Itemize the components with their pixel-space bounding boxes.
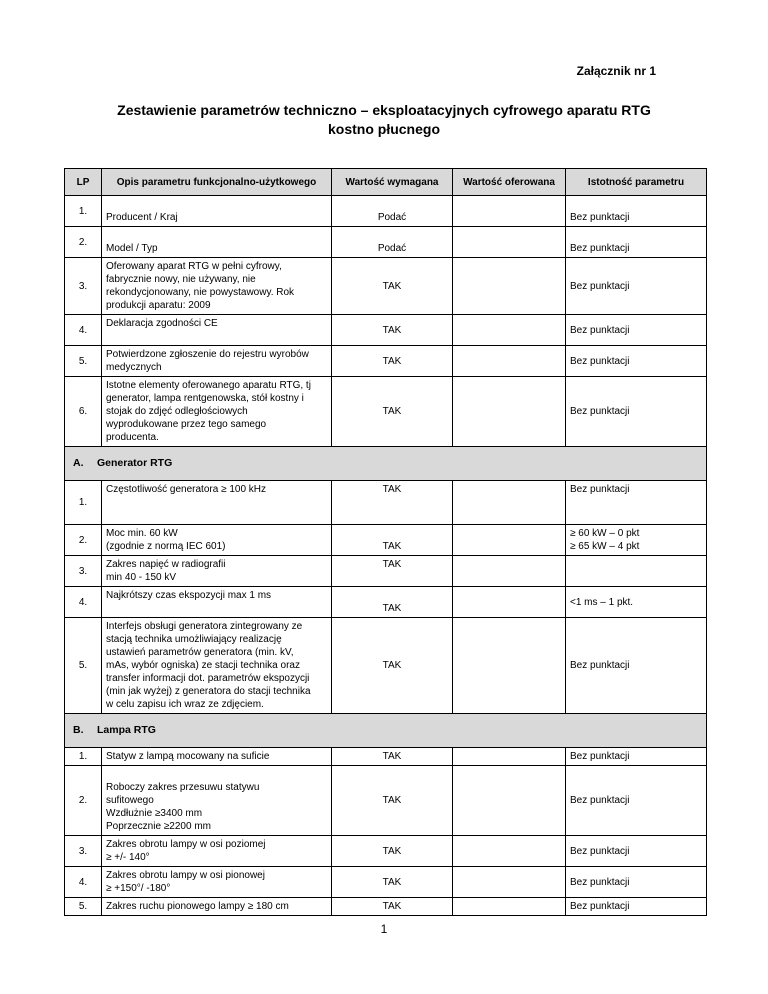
- attachment-label: Załącznik nr 1: [576, 64, 656, 78]
- cell-oferowana: [453, 748, 566, 766]
- text-line: TAK: [382, 795, 402, 806]
- text-line: Bez punktacji: [570, 406, 630, 417]
- cell-istotnosc: [566, 525, 707, 556]
- text-line: Oferowany aparat RTG w pełni cyfrowy,: [106, 261, 282, 272]
- text-line: <1 ms – 1 pkt.: [570, 596, 634, 608]
- text-line: [106, 229, 327, 242]
- text-line: Moc min. 60 kW: [106, 528, 178, 539]
- table-row: [65, 481, 707, 525]
- text-line: Bez punktacji: [570, 901, 630, 912]
- cell-istotnosc: [566, 766, 707, 836]
- page-title: [0, 101, 768, 139]
- section-title: Lampa RTG: [97, 724, 156, 736]
- cell-lp: 2.: [65, 227, 102, 258]
- text-line: min 40 - 150 kV: [106, 572, 177, 583]
- cell-istotnosc: [566, 196, 707, 227]
- text-line: ≥ 60 kW – 0 pkt: [570, 528, 640, 539]
- text-line: TAK: [382, 541, 402, 552]
- cell-opis: [102, 556, 332, 587]
- cell-opis: [102, 766, 332, 836]
- cell-oferowana: [453, 196, 566, 227]
- text-line: [336, 229, 448, 242]
- cell-opis: [102, 525, 332, 556]
- col-header-lp: LP: [65, 169, 102, 196]
- text-line: TAK: [382, 280, 402, 292]
- text-line: TAK: [382, 660, 402, 671]
- cell-wymagana: [332, 748, 453, 766]
- text-line: Bez punktacji: [570, 212, 630, 223]
- section-label: B.: [73, 724, 84, 736]
- text-line: Poprzecznie ≥2200 mm: [106, 821, 211, 832]
- text-line: rekondycjonowany, nie powystawowy. Rok: [106, 287, 295, 298]
- cell-opis: [102, 587, 332, 618]
- cell-wymagana: [332, 525, 453, 556]
- text-line: [336, 509, 448, 522]
- col-header-opis: Opis parametru funkcjonalno-użytkowego: [102, 169, 332, 196]
- text-line: wyprodukowane przez tego samego: [106, 419, 267, 430]
- table-row: [65, 556, 707, 587]
- cell-opis: [102, 748, 332, 766]
- text-line: [336, 527, 448, 540]
- cell-opis: [102, 836, 332, 867]
- text-line: [106, 330, 327, 343]
- cell-lp: 5.: [65, 898, 102, 916]
- text-line: [570, 509, 702, 522]
- cell-wymagana: [332, 346, 453, 377]
- text-line: Podać: [377, 212, 407, 223]
- cell-wymagana: [332, 481, 453, 525]
- text-line: Istotne elementy oferowanego aparatu RTG, tj: [106, 380, 311, 391]
- cell-oferowana: [453, 766, 566, 836]
- cell-opis: [102, 618, 332, 714]
- cell-istotnosc: [566, 227, 707, 258]
- text-line: transfer informacji dot. parametrów ekspozycji: [106, 673, 310, 684]
- text-line: generator, lampa rentgenowska, stół kostny i: [106, 393, 304, 404]
- cell-lp: 4.: [65, 315, 102, 346]
- cell-oferowana: [453, 481, 566, 525]
- cell-oferowana: [453, 227, 566, 258]
- cell-oferowana: [453, 377, 566, 447]
- text-line: [570, 229, 702, 242]
- cell-oferowana: [453, 346, 566, 377]
- table-row: [65, 766, 707, 836]
- cell-oferowana: [453, 315, 566, 346]
- cell-opis: [102, 196, 332, 227]
- cell-wymagana: [332, 618, 453, 714]
- text-line: Bez punktacji: [570, 751, 630, 762]
- cell-oferowana: [453, 525, 566, 556]
- spec-table: [64, 168, 707, 916]
- cell-opis: [102, 898, 332, 916]
- text-line: [106, 768, 327, 781]
- cell-istotnosc: [566, 258, 707, 315]
- table-header-row: [65, 169, 707, 196]
- cell-wymagana: [332, 867, 453, 898]
- cell-istotnosc: [566, 618, 707, 714]
- cell-lp: 4.: [65, 867, 102, 898]
- text-line: Model / Typ: [106, 243, 158, 254]
- text-line: Bez punktacji: [570, 280, 630, 292]
- cell-lp: 3.: [65, 836, 102, 867]
- text-line: TAK: [382, 603, 402, 614]
- cell-istotnosc: [566, 556, 707, 587]
- text-line: medycznych: [106, 362, 162, 373]
- cell-opis: [102, 867, 332, 898]
- text-line: produkcji aparatu: 2009: [106, 300, 211, 311]
- text-line: TAK: [382, 559, 402, 570]
- cell-opis: [102, 346, 332, 377]
- text-line: Wzdłużnie ≥3400 mm: [106, 808, 203, 819]
- cell-lp: 6.: [65, 377, 102, 447]
- section-header-row: [65, 447, 707, 481]
- cell-oferowana: [453, 258, 566, 315]
- section-title: Generator RTG: [97, 457, 173, 469]
- text-line: Bez punktacji: [570, 660, 630, 671]
- text-line: [336, 589, 448, 602]
- cell-istotnosc: [566, 867, 707, 898]
- cell-oferowana: [453, 898, 566, 916]
- cell-wymagana: [332, 587, 453, 618]
- text-line: Zakres ruchu pionowego lampy ≥ 180 cm: [106, 901, 289, 912]
- text-line: Roboczy zakres przesuwu statywu: [106, 782, 260, 793]
- text-line: sufitowego: [106, 795, 154, 806]
- cell-lp: 5.: [65, 346, 102, 377]
- text-line: (zgodnie z normą IEC 601): [106, 541, 226, 552]
- text-line: [336, 571, 448, 584]
- text-line: Statyw z lampą mocowany na suficie: [106, 751, 270, 762]
- text-line: Bez punktacji: [570, 484, 630, 495]
- text-line: TAK: [382, 845, 402, 857]
- table-row: [65, 748, 707, 766]
- cell-opis: [102, 377, 332, 447]
- table-row: [65, 867, 707, 898]
- cell-oferowana: [453, 618, 566, 714]
- text-line: Zakres obrotu lampy w osi pionowej: [106, 870, 265, 881]
- text-line: kostno płucnego: [328, 121, 440, 137]
- text-line: w celu zapisu ich wraz ze zdjęciem.: [106, 699, 264, 710]
- cell-wymagana: [332, 766, 453, 836]
- cell-lp: 5.: [65, 618, 102, 714]
- text-line: ≥ 65 kW – 4 pkt: [570, 541, 640, 552]
- table-row: [65, 525, 707, 556]
- text-line: [336, 198, 448, 211]
- page-number: 1: [380, 922, 388, 936]
- cell-istotnosc: [566, 587, 707, 618]
- table-row: [65, 377, 707, 447]
- cell-istotnosc: [566, 836, 707, 867]
- cell-opis: [102, 227, 332, 258]
- cell-istotnosc: [566, 377, 707, 447]
- table-row: [65, 227, 707, 258]
- table-row: [65, 618, 707, 714]
- table-row: [65, 258, 707, 315]
- table-row: [65, 836, 707, 867]
- section-header-row: [65, 714, 707, 748]
- text-line: stojak do zdjęć odległościowych: [106, 406, 248, 417]
- text-line: stacją technika umożliwiający realizację: [106, 634, 282, 645]
- text-line: Najkrótszy czas ekspozycji max 1 ms: [106, 590, 272, 601]
- table-row: [65, 587, 707, 618]
- text-line: ustawień parametrów generatora (min. kV,: [106, 647, 294, 658]
- cell-lp: 3.: [65, 258, 102, 315]
- cell-istotnosc: [566, 481, 707, 525]
- text-line: TAK: [382, 324, 402, 336]
- section-header-cell: [65, 447, 707, 481]
- text-line: (min jak wyżej) z generatora do stacji technika: [106, 686, 311, 697]
- text-line: TAK: [382, 355, 402, 367]
- text-line: [336, 496, 448, 509]
- text-line: Zakres napięć w radiografii: [106, 559, 226, 570]
- cell-opis: [102, 315, 332, 346]
- text-line: TAK: [382, 876, 402, 888]
- cell-wymagana: [332, 258, 453, 315]
- text-line: Bez punktacji: [570, 876, 630, 888]
- text-line: Zakres obrotu lampy w osi poziomej: [106, 839, 266, 850]
- table-row: [65, 898, 707, 916]
- cell-opis: [102, 481, 332, 525]
- text-line: Zestawienie parametrów techniczno – eksploatacyjnych cyfrowego aparatu RTG: [117, 102, 651, 118]
- text-line: Częstotliwość generatora ≥ 100 kHz: [106, 484, 267, 495]
- cell-opis: [102, 258, 332, 315]
- text-line: TAK: [382, 751, 402, 762]
- cell-lp: 1.: [65, 748, 102, 766]
- cell-oferowana: [453, 587, 566, 618]
- text-line: mAs, wybór ogniska) ze stacji technika oraz: [106, 660, 300, 671]
- text-line: [106, 496, 327, 509]
- text-line: Bez punktacji: [570, 243, 630, 254]
- cell-lp: 3.: [65, 556, 102, 587]
- table-row: [65, 196, 707, 227]
- text-line: ≥ +/- 140°: [106, 852, 150, 863]
- text-line: [570, 198, 702, 211]
- cell-istotnosc: [566, 748, 707, 766]
- cell-wymagana: [332, 836, 453, 867]
- text-line: Deklaracja zgodności CE: [106, 318, 218, 329]
- cell-lp: 2.: [65, 766, 102, 836]
- text-line: TAK: [382, 484, 402, 495]
- section-header-cell: [65, 714, 707, 748]
- col-header-istotnosc: Istotność parametru: [566, 169, 707, 196]
- cell-wymagana: [332, 898, 453, 916]
- col-header-wymagana: Wartość wymagana: [332, 169, 453, 196]
- cell-oferowana: [453, 867, 566, 898]
- text-line: fabrycznie nowy, nie używany, nie: [106, 274, 256, 285]
- cell-lp: 2.: [65, 525, 102, 556]
- spec-table-wrapper: [64, 168, 706, 916]
- cell-wymagana: [332, 227, 453, 258]
- table-row: [65, 346, 707, 377]
- cell-wymagana: [332, 377, 453, 447]
- col-header-oferowana: Wartość oferowana: [453, 169, 566, 196]
- text-line: producenta.: [106, 432, 159, 443]
- text-line: Bez punktacji: [570, 324, 630, 336]
- cell-istotnosc: [566, 346, 707, 377]
- text-line: Potwierdzone zgłoszenie do rejestru wyrobów: [106, 349, 309, 360]
- cell-oferowana: [453, 556, 566, 587]
- text-line: ≥ +150°/ -180°: [106, 883, 171, 894]
- text-line: [106, 509, 327, 522]
- cell-wymagana: [332, 315, 453, 346]
- cell-lp: 1.: [65, 481, 102, 525]
- cell-wymagana: [332, 556, 453, 587]
- cell-istotnosc: [566, 315, 707, 346]
- text-line: Interfejs obsługi generatora zintegrowany ze: [106, 621, 303, 632]
- cell-wymagana: [332, 196, 453, 227]
- text-line: [106, 602, 327, 615]
- text-line: Bez punktacji: [570, 845, 630, 857]
- cell-lp: 4.: [65, 587, 102, 618]
- text-line: Bez punktacji: [570, 355, 630, 367]
- text-line: [570, 496, 702, 509]
- text-line: TAK: [382, 406, 402, 417]
- cell-lp: 1.: [65, 196, 102, 227]
- section-label: A.: [73, 457, 84, 469]
- cell-istotnosc: [566, 898, 707, 916]
- cell-oferowana: [453, 836, 566, 867]
- table-row: [65, 315, 707, 346]
- spec-table-body: [65, 196, 707, 916]
- text-line: Podać: [377, 243, 407, 254]
- text-line: [106, 198, 327, 211]
- text-line: Producent / Kraj: [106, 212, 178, 223]
- text-line: Bez punktacji: [570, 795, 630, 806]
- text-line: TAK: [382, 901, 402, 912]
